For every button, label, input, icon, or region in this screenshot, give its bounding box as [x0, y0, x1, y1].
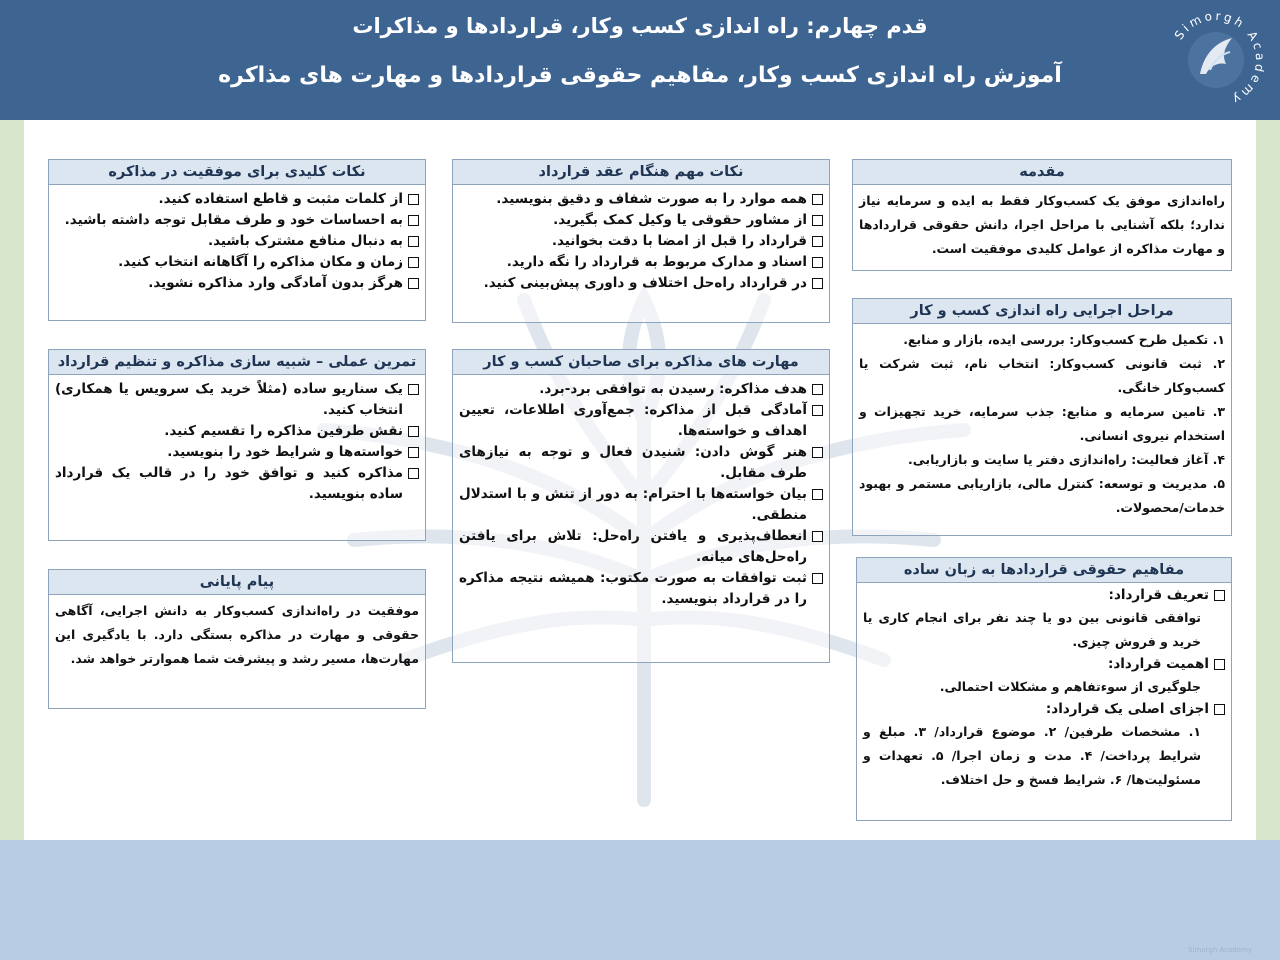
final-box — [48, 569, 426, 709]
list-item: ۳. تامین سرمایه و منابع: جذب سرمایه، خرید تجهیزات و استخدام نیروی انسانی. — [859, 404, 1225, 443]
list-item: نقش طرفین مذاکره را تقسیم کنید. — [55, 421, 419, 442]
list-item: یک سناریو ساده (مثلاً خرید یک سرویس یا همکاری) انتخاب کنید. — [55, 379, 419, 421]
list-item: زمان و مکان مذاکره را آگاهانه انتخاب کنید. — [55, 252, 419, 273]
parts-heading: اجزای اصلی یک قرارداد: — [863, 699, 1225, 720]
importance-heading: اهمیت قرارداد: — [863, 654, 1225, 675]
logo-ring-text: Simorgh Academy — [1171, 8, 1266, 108]
checkbox-icon — [1214, 659, 1225, 670]
checkbox-icon — [408, 447, 419, 458]
final-title: پیام پایانی — [49, 570, 425, 595]
checkbox-icon — [408, 278, 419, 289]
checkbox-icon — [812, 489, 823, 500]
list-item: همه موارد را به صورت شفاف و دقیق بنویسید. — [459, 189, 823, 210]
parts-text: ۱. مشخصات طرفین/ ۲. موضوع قرارداد/ ۳. مبلغ و شرایط پرداخت/ ۴. مدت و زمان اجرا/ ۵. تعهدات و مسئولیت‌ها/ ۶. شرایط فسخ و حل اختلاف. — [863, 724, 1201, 787]
list-item: آمادگی قبل از مذاکره: جمع‌آوری اطلاعات، تعیین اهداف و خواسته‌ها. — [459, 400, 823, 442]
definition-heading: تعریف قرارداد: — [863, 585, 1225, 606]
right-side-stripe — [1256, 120, 1280, 840]
checkbox-icon — [812, 405, 823, 416]
list-item: انعطاف‌پذیری و یافتن راه‌حل: تلاش برای یافتن راه‌حل‌های میانه. — [459, 526, 823, 568]
list-item: بیان خواسته‌ها با احترام: به دور از تنش و با استدلال منطقی. — [459, 484, 823, 526]
list-item: از کلمات مثبت و قاطع استفاده کنید. — [55, 189, 419, 210]
intro-text: راه‌اندازی موفق یک کسب‌وکار فقط به ایده و سرمایه نیاز ندارد؛ بلکه آشنایی با مراحل اجرا، دانش حقوقی قراردادها و مهارت مذاکره از عوامل کلیدی موفقیت است. — [859, 193, 1225, 256]
contract-tips-title: نکات مهم هنگام عقد قرارداد — [453, 160, 829, 185]
page-title: قدم چهارم: راه اندازی کسب وکار، قراردادها و مذاکرات — [352, 14, 928, 38]
checkbox-icon — [812, 573, 823, 584]
definition-text: توافقی قانونی بین دو یا چند نفر برای انجام کاری یا خرید و فروش چیزی. — [863, 610, 1201, 649]
legal-box — [856, 557, 1232, 821]
importance-text: جلوگیری از سوءتفاهم و مشکلات احتمالی. — [939, 679, 1201, 694]
checkbox-icon — [408, 236, 419, 247]
footer-note: Simorgh Academy — [1188, 946, 1252, 954]
checkbox-icon — [408, 468, 419, 479]
checkbox-icon — [1214, 590, 1225, 601]
page-header — [0, 0, 1280, 120]
negotiation-keys-title: نکات کلیدی برای موفقیت در مذاکره — [49, 160, 425, 185]
academy-logo — [1166, 8, 1266, 112]
list-item: ثبت توافقات به صورت مکتوب: همیشه نتیجه مذاکره را در قرارداد بنویسید. — [459, 568, 823, 610]
list-item: هرگز بدون آمادگی وارد مذاکره نشوید. — [55, 273, 419, 294]
list-item: ۱. تکمیل طرح کسب‌وکار: بررسی ایده، بازار و منابع. — [903, 332, 1225, 347]
list-item: هدف مذاکره: رسیدن به توافقی برد-برد. — [459, 379, 823, 400]
poster-body — [24, 120, 1256, 840]
list-item: مذاکره کنید و توافق خود را در قالب یک قرارداد ساده بنویسید. — [55, 463, 419, 505]
list-item: قرارداد را قبل از امضا با دقت بخوانید. — [459, 231, 823, 252]
checkbox-icon — [812, 278, 823, 289]
list-item: ۵. مدیریت و توسعه: کنترل مالی، بازاریابی مستمر و بهبود خدمات/محصولات. — [859, 476, 1225, 515]
legal-title: مفاهیم حقوقی قراردادها به زبان ساده — [857, 558, 1231, 583]
list-item: در قرارداد راه‌حل اختلاف و داوری پیش‌بینی کنید. — [459, 273, 823, 294]
checkbox-icon — [812, 236, 823, 247]
contract-tips-box — [452, 159, 830, 323]
practice-box — [48, 349, 426, 541]
checkbox-icon — [812, 194, 823, 205]
steps-title: مراحل اجرایی راه اندازی کسب و کار — [853, 299, 1231, 324]
checkbox-icon — [408, 384, 419, 395]
skills-box — [452, 349, 830, 663]
final-text: موفقیت در راه‌اندازی کسب‌وکار به دانش اجرایی، آگاهی حقوقی و مهارت در مذاکره بستگی دارد. با یادگیری این مهارت‌ها، مسیر رشد و پیشرفت شما هموارتر خواهد شد. — [55, 603, 419, 666]
page-subtitle: آموزش راه اندازی کسب وکار، مفاهیم حقوقی قراردادها و مهارت های مذاکره — [218, 63, 1062, 88]
checkbox-icon — [812, 531, 823, 542]
list-item: به دنبال منافع مشترک باشید. — [55, 231, 419, 252]
checkbox-icon — [1214, 704, 1225, 715]
list-item: خواسته‌ها و شرایط خود را بنویسید. — [55, 442, 419, 463]
list-item: اسناد و مدارک مربوط به قرارداد را نگه دارید. — [459, 252, 823, 273]
checkbox-icon — [812, 215, 823, 226]
checkbox-icon — [408, 194, 419, 205]
checkbox-icon — [408, 257, 419, 268]
skills-title: مهارت های مذاکره برای صاحبان کسب و کار — [453, 350, 829, 375]
list-item: ۴. آغاز فعالیت: راه‌اندازی دفتر یا سایت و بازاریابی. — [908, 452, 1225, 467]
intro-box — [852, 159, 1232, 271]
steps-box — [852, 298, 1232, 536]
checkbox-icon — [812, 384, 823, 395]
list-item: به احساسات خود و طرف مقابل توجه داشته باشید. — [55, 210, 419, 231]
negotiation-keys-box — [48, 159, 426, 321]
checkbox-icon — [812, 447, 823, 458]
left-side-stripe — [0, 120, 24, 840]
list-item: ۲. ثبت قانونی کسب‌وکار: انتخاب نام، ثبت شرکت یا کسب‌وکار خانگی. — [859, 356, 1226, 395]
intro-title: مقدمه — [853, 160, 1231, 185]
checkbox-icon — [408, 215, 419, 226]
practice-title: تمرین عملی – شبیه سازی مذاکره و تنظیم قرارداد — [49, 350, 425, 375]
list-item: از مشاور حقوقی یا وکیل کمک بگیرید. — [459, 210, 823, 231]
list-item: هنر گوش دادن: شنیدن فعال و توجه به نیازهای طرف مقابل. — [459, 442, 823, 484]
checkbox-icon — [812, 257, 823, 268]
checkbox-icon — [408, 426, 419, 437]
